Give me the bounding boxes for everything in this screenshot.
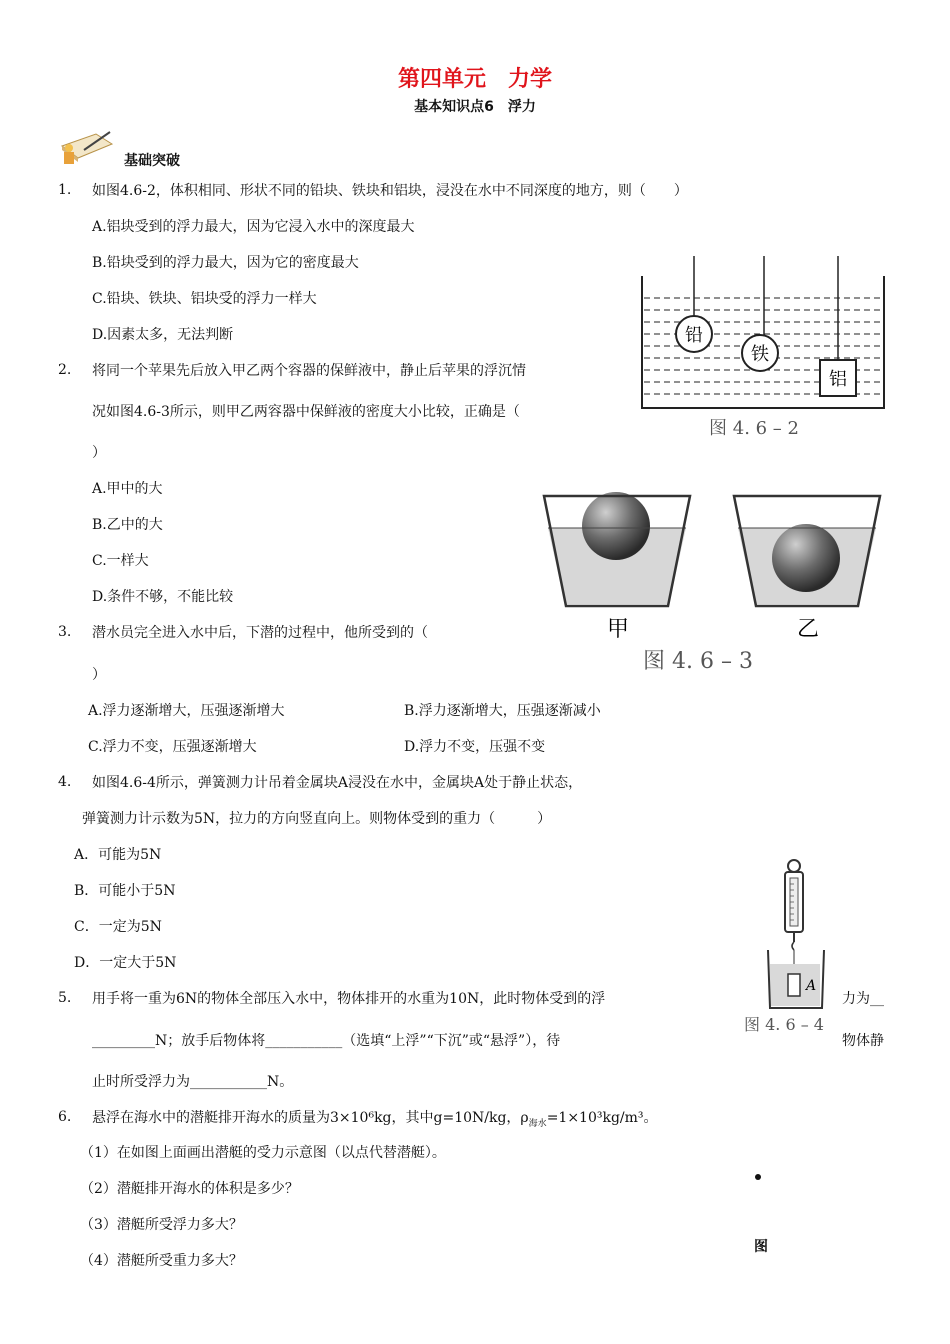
option-d: D.浮力不变，压强不变 (404, 739, 546, 755)
question-number: 2. (58, 362, 72, 378)
question-stem-tail: =1×10³kg/m³。 (546, 1110, 658, 1126)
figure-label: 图 (754, 1239, 768, 1255)
figure-label: 铅 (685, 325, 703, 346)
question-stem: 如图4.6-2，体积相同、形状不同的铅块、铁块和铝块，浸没在水中不同深度的地方，则（ ） (92, 183, 688, 199)
figure-label: A (806, 978, 817, 994)
option-a: A.甲中的大 (92, 481, 163, 497)
question-number: 3. (58, 624, 72, 640)
question-stem-text: 悬浮在海水中的潜艇排开海水的质量为3×10⁶kg，其中g=10N/kg，ρ (92, 1110, 529, 1126)
option-d: D.条件不够，不能比较 (92, 589, 234, 605)
question-stem: 将同一个苹果先后放入甲乙两个容器的保鲜液中，静止后苹果的浮沉情 (92, 363, 526, 379)
figure-4-6-4 (740, 854, 840, 1040)
question-number: 6. (58, 1109, 72, 1125)
question-stem: 止时所受浮力为___________N。 (92, 1074, 294, 1090)
question-number: 1. (58, 182, 72, 198)
option-b: B.浮力逐渐增大，压强逐渐减小 (404, 703, 601, 719)
rho-subscript: 海水 (528, 1118, 547, 1129)
question-stem: 力为__ (842, 991, 884, 1007)
figure-4-6-3 (534, 488, 892, 678)
option-d: D.因素太多，无法判断 (92, 327, 234, 343)
notebook-pen-icon (56, 126, 118, 166)
figure-caption: 图 4. 6 – 4 (744, 1015, 824, 1034)
option-c: C.浮力不变，压强逐渐增大 (88, 739, 257, 755)
page-subtitle: 基本知识点6 浮力 (414, 99, 536, 115)
question-stem: ） (92, 445, 106, 461)
option-a: A.铝块受到的浮力最大，因为它浸入水中的深度最大 (92, 219, 415, 235)
question-stem (92, 1109, 658, 1133)
question-stem: 如图4.6-4所示，弹簧测力计吊着金属块A浸没在水中，金属块A处于静止状态， (92, 775, 583, 791)
option-c: C．一定为5N (74, 919, 162, 935)
option-b: B.乙中的大 (92, 517, 163, 533)
question-stem: 弹簧测力计示数为5N，拉力的方向竖直向上。则物体受到的重力（ ） (82, 811, 552, 827)
option-d: D．一定大于5N (74, 955, 177, 971)
page-title: 第四单元 力学 (397, 67, 552, 92)
figure-label: 铁 (751, 344, 769, 365)
figure-caption: 图 4. 6 – 2 (709, 418, 799, 439)
submarine-point (755, 1174, 761, 1180)
question-stem: 况如图4.6-3所示，则甲乙两容器中保鲜液的密度大小比较，正确是（ (92, 404, 520, 420)
subquestion-1: （1）在如图上面画出潜艇的受力示意图（以点代替潜艇）。 (80, 1145, 446, 1161)
figure-label: 甲 (606, 617, 630, 642)
figure-4-6-2 (638, 252, 888, 444)
subquestion-3: （3）潜艇所受浮力多大？ (80, 1217, 243, 1233)
option-c: C.一样大 (92, 553, 149, 569)
option-a: A.浮力逐渐增大，压强逐渐增大 (88, 703, 285, 719)
question-number: 5. (58, 990, 72, 1006)
option-a: A．可能为5N (74, 847, 162, 863)
figure-label: 铝 (829, 369, 847, 390)
question-stem: 物体静 (842, 1033, 884, 1049)
subquestion-4: （4）潜艇所受重力多大？ (80, 1253, 243, 1269)
section-heading: 基础突破 (124, 153, 180, 169)
question-stem: 用手将一重为6N的物体全部压入水中，物体排开的水重为10N，此时物体受到的浮 (92, 991, 606, 1007)
option-c: C.铅块、铁块、铝块受的浮力一样大 (92, 291, 317, 307)
subquestion-2: （2）潜艇排开海水的体积是多少？ (80, 1181, 299, 1197)
option-b: B.铅块受到的浮力最大，因为它的密度最大 (92, 255, 359, 271)
option-b: B．可能小于5N (74, 883, 176, 899)
question-stem: ） (92, 667, 106, 683)
question-stem: _________N；放手后物体将___________（选填“上浮”“下沉”或“悬浮”），待 (92, 1033, 561, 1049)
question-stem: 潜水员完全进入水中后，下潜的过程中，他所受到的（ (92, 625, 428, 641)
question-number: 4. (58, 774, 72, 790)
figure-caption: 图 4. 6 – 3 (643, 649, 753, 674)
figure-label: 乙 (796, 617, 820, 642)
